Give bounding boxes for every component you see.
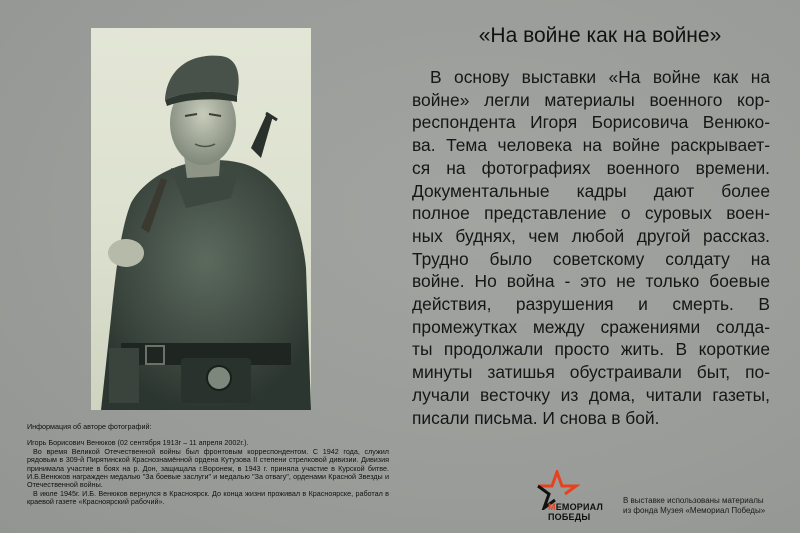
body-line: респондента Игоря Борисовича Венюко- (412, 112, 770, 133)
credit-line-1: В выставке использованы материалы (623, 496, 764, 505)
body-line: лучали весточку из дома, читали газеты, (412, 384, 770, 405)
photographer-info (27, 423, 389, 507)
body-line: ся на фотографиях военного времени. (412, 157, 770, 178)
body-line: ты продолжали просто жить. В короткие (412, 339, 770, 360)
body-line: ных буднях, чем любой другой рассказ. (412, 225, 770, 246)
body-line: действия, разрушения и смерть. В (412, 294, 770, 315)
caption-name-line: Игорь Борисович Венюков (02 сентября 1913г – 11 апреля 2002г.). (27, 438, 249, 448)
body-line: В основу выставки «На войне как на (430, 67, 770, 87)
body-line: войне» легли материалы военного кор- (412, 89, 770, 110)
credit-line-2: из фонда Музея «Мемориал Победы» (623, 505, 766, 515)
caption-paragraph-1: Во время Великой Отечественной войны был фронтовым корреспондентом. С 1942 года, служил рядовым в 309-й Пирятинской Краснознамённой ордена Кутузова II степени стрелковой дивизии. Дивизия принимала участие в боях на р. Дон, защищала г.Воронеж, в 1943 г. приняла участие в Курской битве. И.Б.Венюков награжден медалью "За боевые заслуги" и медалью "За отвагу", орденами Красной Звезды и Отечественной войны. (27, 446, 389, 490)
body-line: ва. Тема человека на войне раскрывает- (412, 135, 770, 156)
soldier-portrait-image (91, 28, 311, 410)
logo-text-line-1: МЕМОРИАЛ (548, 502, 603, 512)
caption-heading: Информация об авторе фотографий: (27, 422, 152, 431)
body-line: промежутках между сражениями солда- (412, 316, 770, 337)
body-line: полное представление о суровых воен- (412, 203, 770, 224)
materials-credit (623, 496, 798, 515)
exhibit-description (412, 66, 770, 429)
body-line: Документальные кадры дают более (412, 180, 770, 201)
page-title: «На войне как на войне» (478, 24, 722, 47)
caption-paragraph-2: В июле 1945г. И.Б. Венюков вернулся в Красноярск. До конца жизни проживал в Красноярске, работал в краевой газете «Красноярский рабочий». (27, 488, 389, 507)
soldier-portrait-photo (91, 28, 311, 410)
logo-text-line-2: ПОБЕДЫ (548, 512, 591, 522)
body-line: Трудно было советскому солдату на (412, 248, 770, 269)
body-line: писали письма. И снова в бой. (412, 407, 660, 428)
body-line: минуты затишья обустраивали быт, по- (412, 362, 770, 383)
body-line: войне. Но война - это не только боевые (412, 271, 770, 292)
memorial-pobedy-logo (536, 470, 606, 520)
